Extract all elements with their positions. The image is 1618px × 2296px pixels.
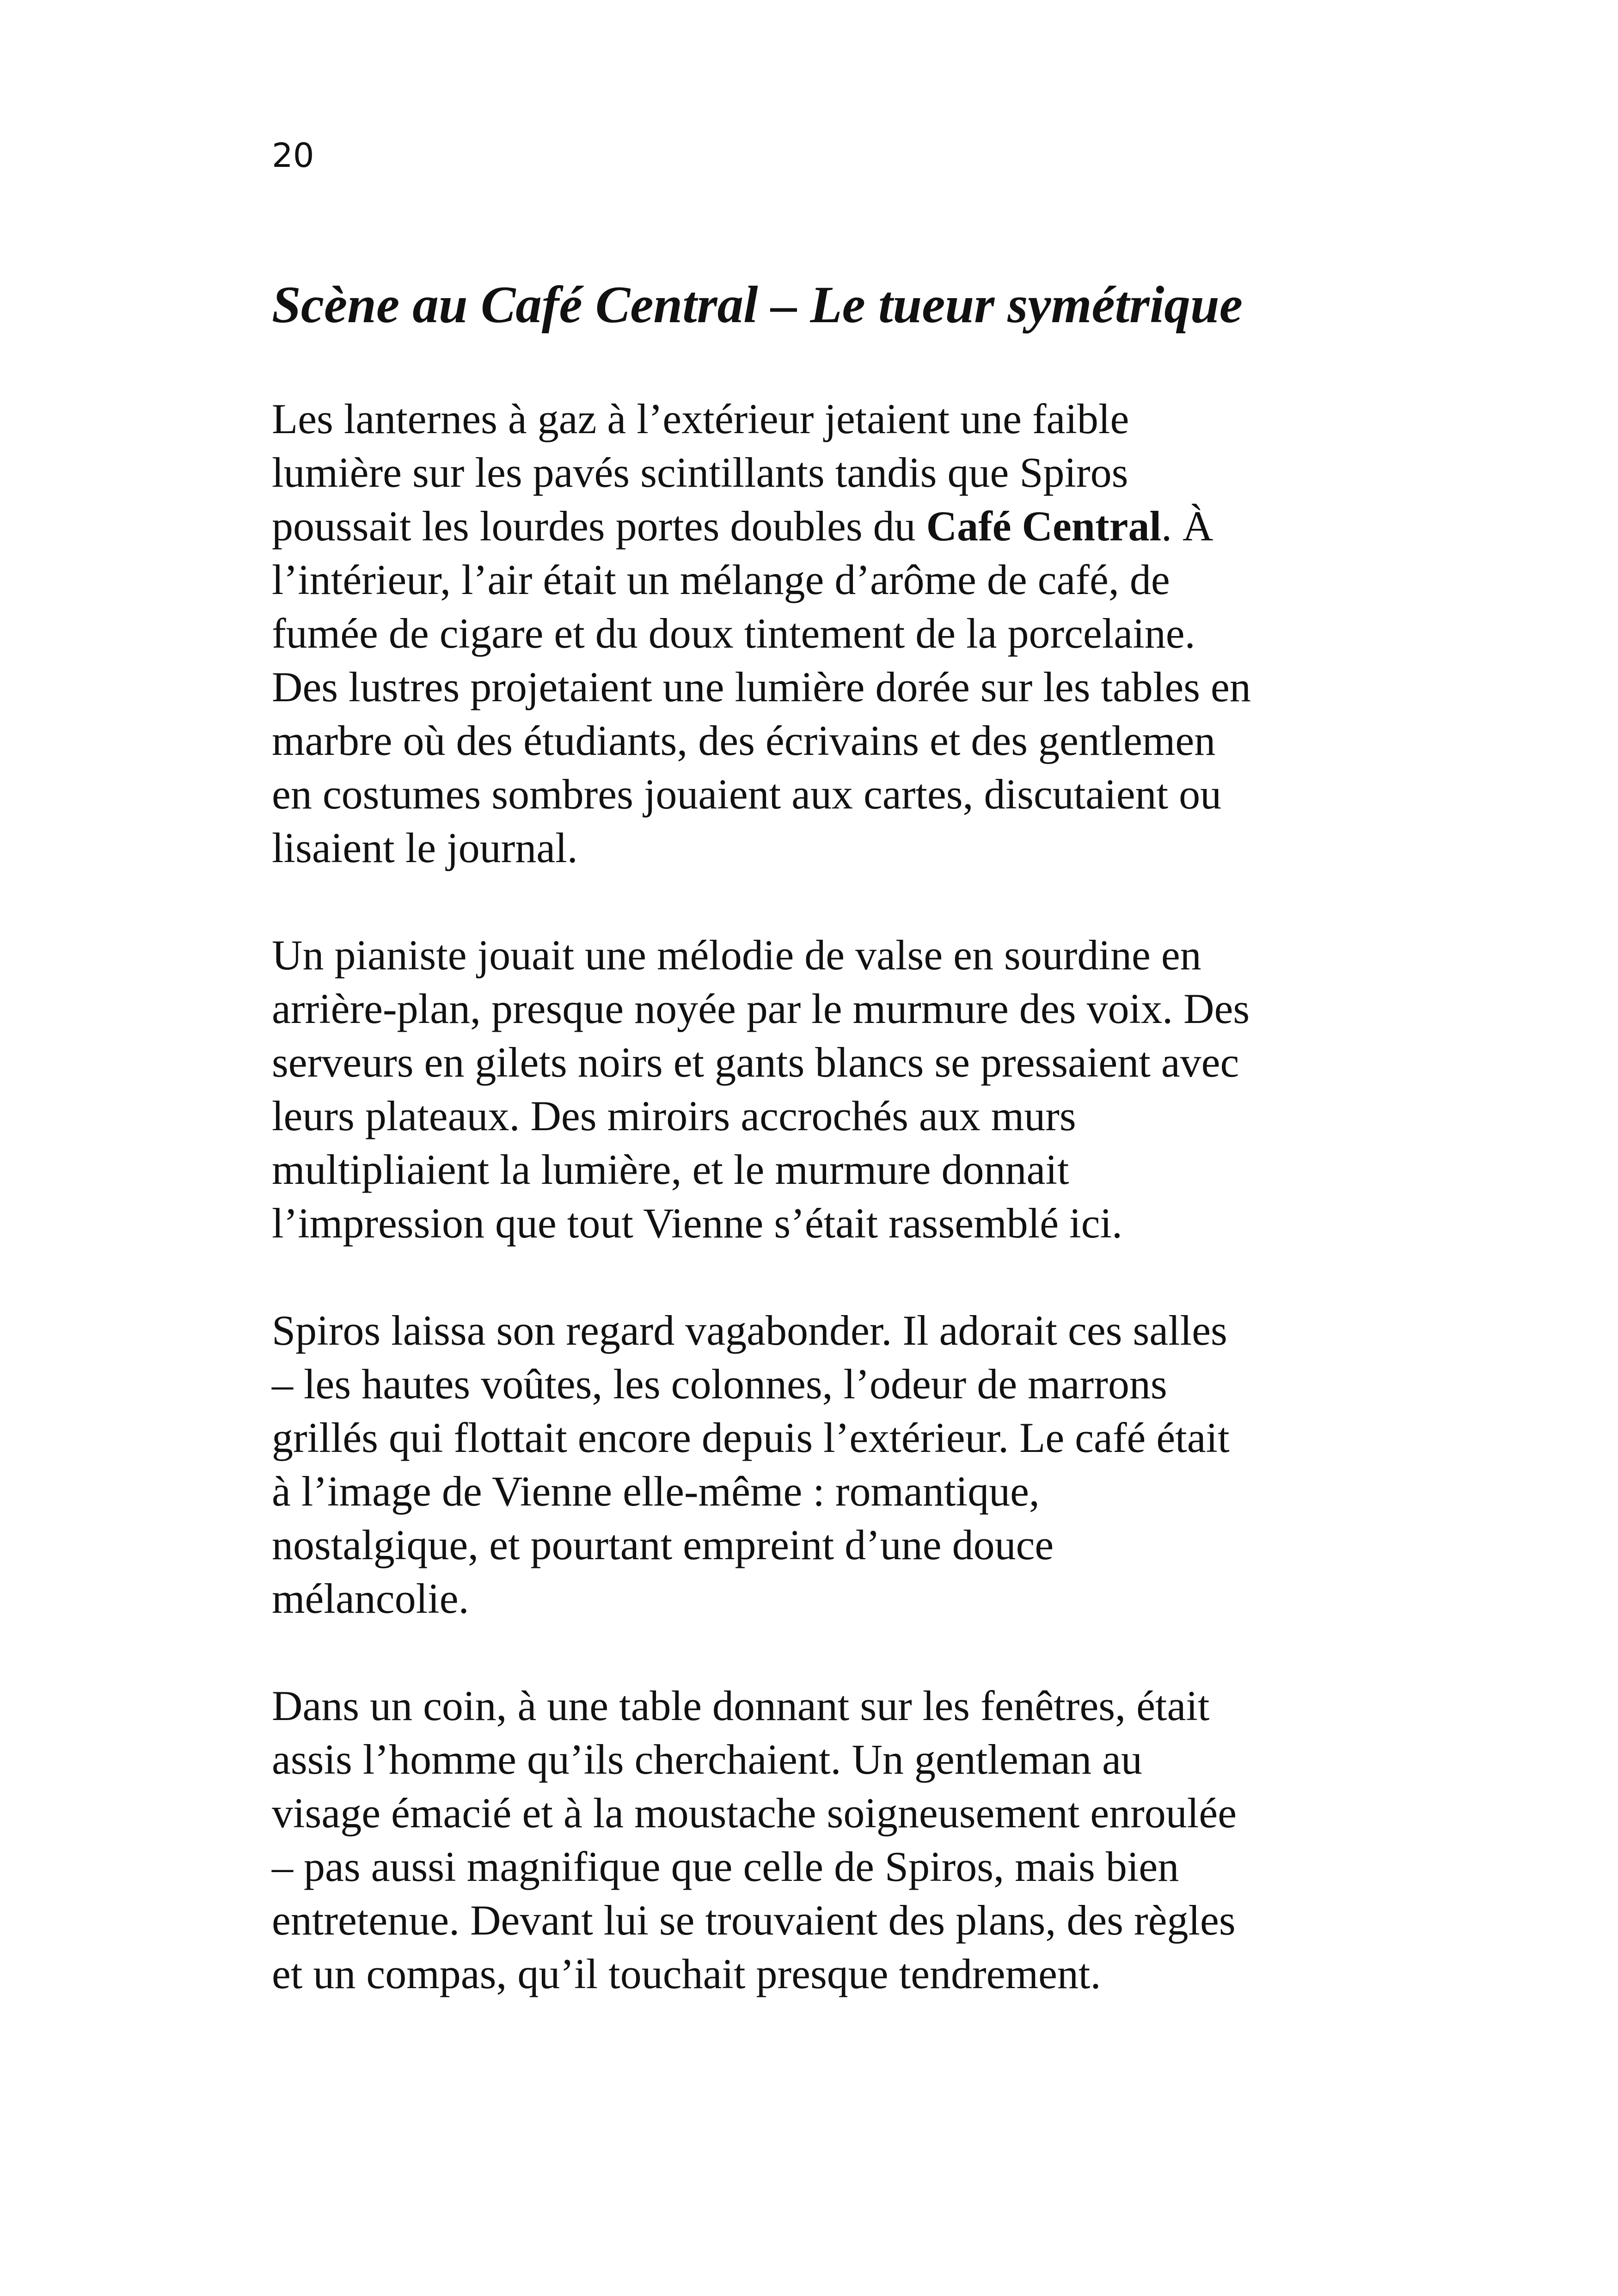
body-text: [272, 392, 1404, 2054]
text-line: à l’image de Vienne elle-même : romantique,: [272, 1468, 1040, 1515]
text-line: nostalgique, et pourtant empreint d’une douce: [272, 1521, 1054, 1568]
page-number: 20: [272, 136, 314, 175]
text-line: assis l’homme qu’ils cherchaient. Un gentleman au: [272, 1736, 1142, 1783]
text-line: Un pianiste jouait une mélodie de valse en sourdine en: [272, 931, 1201, 979]
text-line: Les lanternes à gaz à l’extérieur jetaient une faible: [272, 395, 1129, 442]
text-line: serveurs en gilets noirs et gants blancs se pressaient avec: [272, 1039, 1239, 1086]
text-line: mélancolie.: [272, 1575, 469, 1622]
text-line: fumée de cigare et du doux tintement de la porcelaine.: [272, 610, 1195, 657]
text-line: en costumes sombres jouaient aux cartes, discutaient ou: [272, 771, 1222, 818]
paragraph: [272, 1679, 1404, 2001]
text-line: lumière sur les pavés scintillants tandis que Spiros: [272, 449, 1128, 496]
text-line: l’impression que tout Vienne s’était rassemblé ici.: [272, 1200, 1122, 1247]
text-run: poussait les lourdes portes doubles du: [272, 502, 926, 550]
text-line: visage émacié et à la moustache soigneusement enroulée: [272, 1789, 1237, 1837]
text-line: Dans un coin, à une table donnant sur les fenêtres, était: [272, 1682, 1210, 1729]
text-line: – les hautes voûtes, les colonnes, l’odeur de marrons: [272, 1360, 1167, 1408]
text-line: arrière-plan, presque noyée par le murmure des voix. Des: [272, 985, 1250, 1032]
text-line: – pas aussi magnifique que celle de Spiros, mais bien: [272, 1843, 1179, 1890]
text-line: multipliaient la lumière, et le murmure donnait: [272, 1146, 1069, 1193]
cafe-name-bold: Café Central: [926, 502, 1162, 550]
text-line: grillés qui flottait encore depuis l’extérieur. Le café était: [272, 1414, 1230, 1461]
text-line: et un compas, qu’il touchait presque tendrement.: [272, 1950, 1101, 1997]
text-line: [272, 499, 1404, 553]
chapter-title: Scène au Café Central – Le tueur symétrique: [272, 276, 1243, 334]
text-line: Spiros laissa son regard vagabonder. Il adorait ces salles: [272, 1307, 1227, 1354]
text-line: entretenue. Devant lui se trouvaient des plans, des règles: [272, 1897, 1236, 1944]
text-line: lisaient le journal.: [272, 824, 578, 871]
paragraph: [272, 392, 1404, 875]
text-run: . À: [1161, 502, 1214, 550]
text-line: l’intérieur, l’air était un mélange d’arôme de café, de: [272, 556, 1170, 603]
text-line: leurs plateaux. Des miroirs accrochés aux murs: [272, 1092, 1076, 1139]
text-line: marbre où des étudiants, des écrivains et des gentlemen: [272, 717, 1216, 764]
paragraph: [272, 928, 1404, 1250]
text-line: Des lustres projetaient une lumière dorée sur les tables en: [272, 663, 1251, 710]
paragraph: [272, 1304, 1404, 1625]
